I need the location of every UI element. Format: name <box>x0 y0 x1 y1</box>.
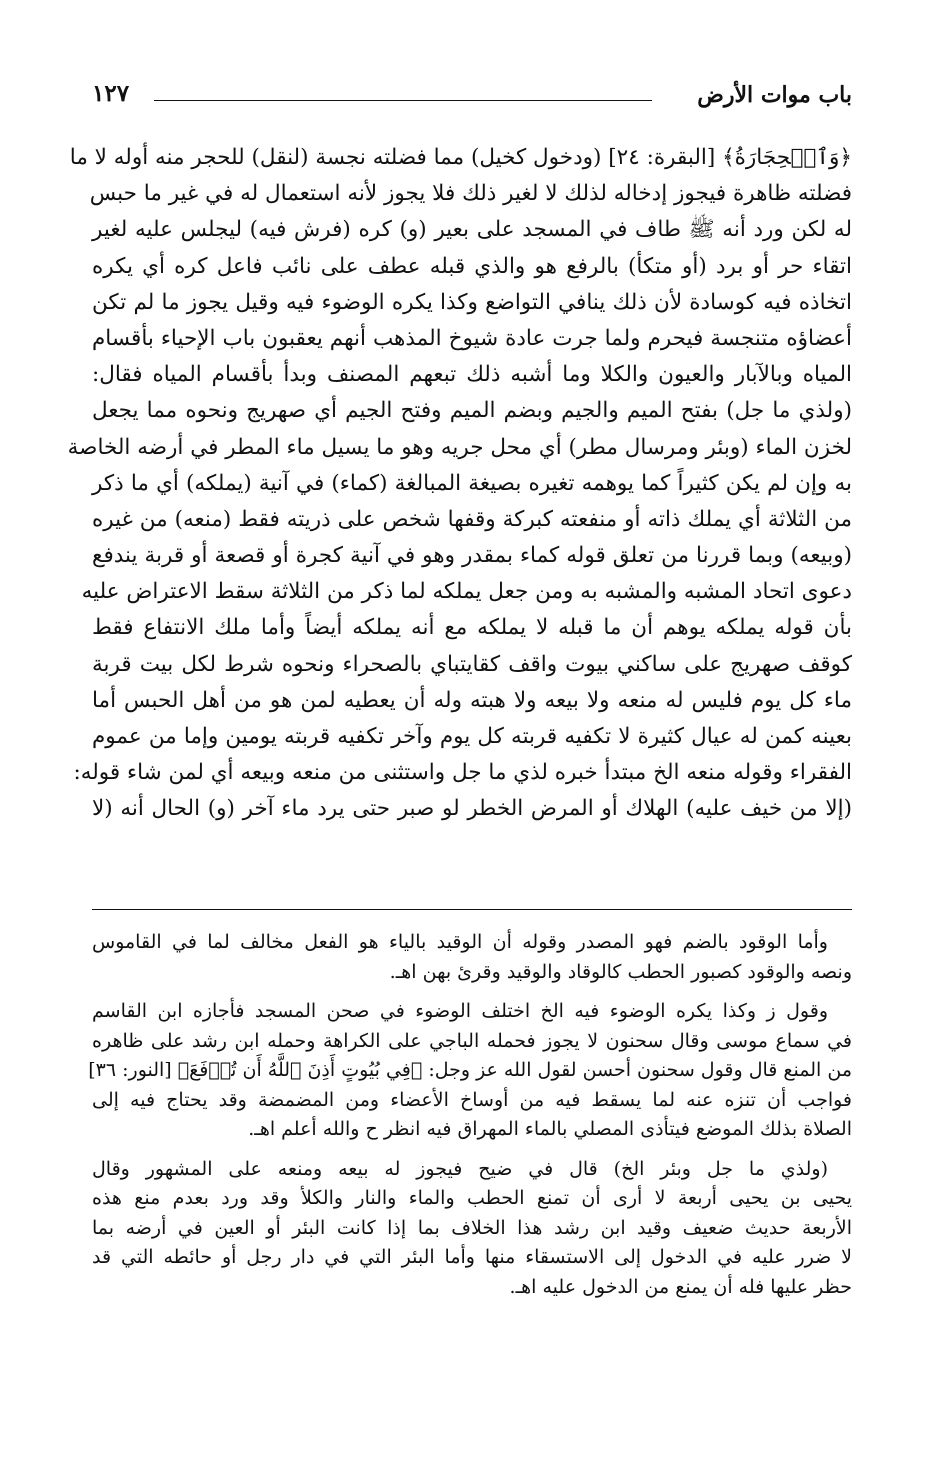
text-line: الفقراء وقوله منعه الخ مبتدأ خبره لذي ما جل واستثنى من منعه وبيعه أي لمن شاء قوله: <box>73 760 852 786</box>
text-line: (وبيعه) وبما قررنا من تعلق قوله كماء بمقدر وهو في آنية كجرة أو قصعة أو قربة يندفع <box>92 543 852 569</box>
footnote-line: وأما الوقود بالضم فهو المصدر وقوله أن الوقيد بالياء هو الفعل مخالف لما في القاموس <box>92 931 828 953</box>
footnote-line: ونصه والوقود كصبور الحطب كالوقاد والوقيد وقرئ بهن اهـ. <box>389 960 852 983</box>
text-line: بعينه كمن له عيال كثيرة لا تكفيه قربته كل يوم وآخر تكفيه قربته يومين وإما من عموم <box>92 724 852 749</box>
footnote-line: الأربعة حديث ضعيف وقيد ابن رشد هذا الخلاف بما إذا كانت البئر أو العين في أرضه بما <box>92 1216 852 1239</box>
running-title: باب موات الأرض <box>697 82 852 108</box>
text-line: به وإن لم يكن كثيراً كما يوهمه تغيره بصيغة المبالغة (كماء) في آنية (يملكه) أي ما ذكر <box>92 470 852 496</box>
footnotes-block <box>88 928 852 1312</box>
footnote-line: وقول ز وكذا يكره الوضوء فيه الخ اختلف الوضوء في صحن المسجد فأجازه ابن القاسم <box>92 1000 828 1022</box>
footnote-paragraph <box>92 1155 852 1303</box>
text-line: بأن قوله يملكه يوهم أن ما قبله لا يملكه مع أنه يملكه أيضاً وأما ملك الانتفاع فقط <box>92 615 852 641</box>
footnote-separator <box>92 909 852 910</box>
header-rule <box>154 100 652 101</box>
text-line: أعضاؤه متنجسة فيحرم ولما جرت عادة شيوخ المذهب أنهم يعقبون باب الإحياء بأقسام <box>92 325 852 351</box>
main-text-block <box>67 140 852 828</box>
text-line: ﴿وَٱلۡحِجَارَةُ﴾ [البقرة: ٢٤] (ودخول كخيل) مما فضلته نجسة (لنقل) للحجر منه أوله لا ما <box>69 145 852 170</box>
footnote-line: في سماع موسى وقال سحنون لا يجوز فحمله الباجي على الكراهة وحمله ابن رشد على ظاهره <box>92 1029 852 1052</box>
text-line: فضلته ظاهرة فيجوز إدخاله لذلك لا لغير ذلك فلا يجوز لأنه استعمال له في غير ما حبس <box>89 181 852 207</box>
page-number: ١٢٧ <box>92 80 130 107</box>
text-line: من الثلاثة أي يملك ذاته أو منفعته كبركة وقفها شخص على ذريته فقط (منعه) من غيره <box>92 506 852 532</box>
text-line: ماء كل يوم فليس له منعه ولا بيعه ولا هبته وله أن يعطيه لمن هو من أهل الحبس أما <box>92 687 852 713</box>
text-line: المياه وبالآبار والعيون والكلا وما أشبه ذلك تبعهم المصنف وبدأ بأقسام المياه فقال: <box>92 362 852 388</box>
footnote-line: يحيى بن يحيى أربعة لا أرى أن تمنع الحطب والماء والنار والكلأ وقد ورد بعدم منع هذه <box>92 1187 852 1209</box>
text-line: له لكن ورد أنه ﷺ طاف في المسجد على بعير (و) كره (فرش فيه) ليجلس عليه لغير <box>92 217 852 243</box>
text-line: (ولذي ما جل) بفتح الميم والجيم وبضم الميم وفتح الجيم أي صهريج ونحوه مما يجعل <box>92 398 852 424</box>
footnote-line: حظر عليها فله أن يمنع من الدخول عليه اهـ. <box>509 1275 852 1298</box>
page-header <box>92 74 852 114</box>
text-line: اتقاء حر أو برد (أو متكأ) بالرفع هو والذي قبله عطف على نائب فاعل كره أي يكره <box>92 253 852 279</box>
footnote-line: فواجب أن تنزه عنه لما يسقط فيه من أوساخ الأعضاء ومن المضمضة وقد يحتاج فيه إلى <box>92 1088 852 1111</box>
text-line: اتخاذه فيه كوسادة لأن ذلك ينافي التواضع وكذا يكره الوضوء فيه وقيل يجوز ما لم تكن <box>92 289 852 315</box>
footnote-line: (ولذي ما جل وبئر الخ) قال في ضيح فيجوز له بيعه ومنعه على المشهور وقال <box>92 1157 828 1180</box>
footnote-line: لا ضرر عليه في الدخول إلى الاستسقاء منها وأما البئر التي في دار رجل أو حائطه التي قد <box>92 1246 852 1268</box>
text-line: دعوى اتحاد المشبه والمشبه به ومن جعل يملكه لما ذكر من الثلاثة سقط الاعتراض عليه <box>81 579 852 605</box>
footnote-line: الصلاة بذلك الموضع فيتأذى المصلي بالماء المهراق فيه انظر ح والله أعلم اهـ. <box>248 1118 852 1140</box>
text-line: لخزن الماء (وبئر ومرسال مطر) أي محل جريه وهو ما يسيل ماء المطر في أرضه الخاصة <box>67 434 852 460</box>
footnote-line: من المنع قال وقول سحنون أحسن لقول الله عز وجل: ﴿فِي بُيُوتٍ أَذِنَ ٱللَّهُ أَن تُرۡفَعَ﴾ [النور: ٣٦] <box>88 1059 852 1081</box>
footnote-paragraph <box>92 928 852 987</box>
footnote-paragraph <box>88 997 852 1145</box>
text-line: (إلا من خيف عليه) الهلاك أو المرض الخطر لو صبر حتى يرد ماء آخر (و) الحال أنه (لا <box>92 796 852 822</box>
text-line: كوقف صهريج على ساكني بيوت واقف كقايتباي بالصحراء ونحوه شرط لكل بيت قربة <box>92 651 852 677</box>
